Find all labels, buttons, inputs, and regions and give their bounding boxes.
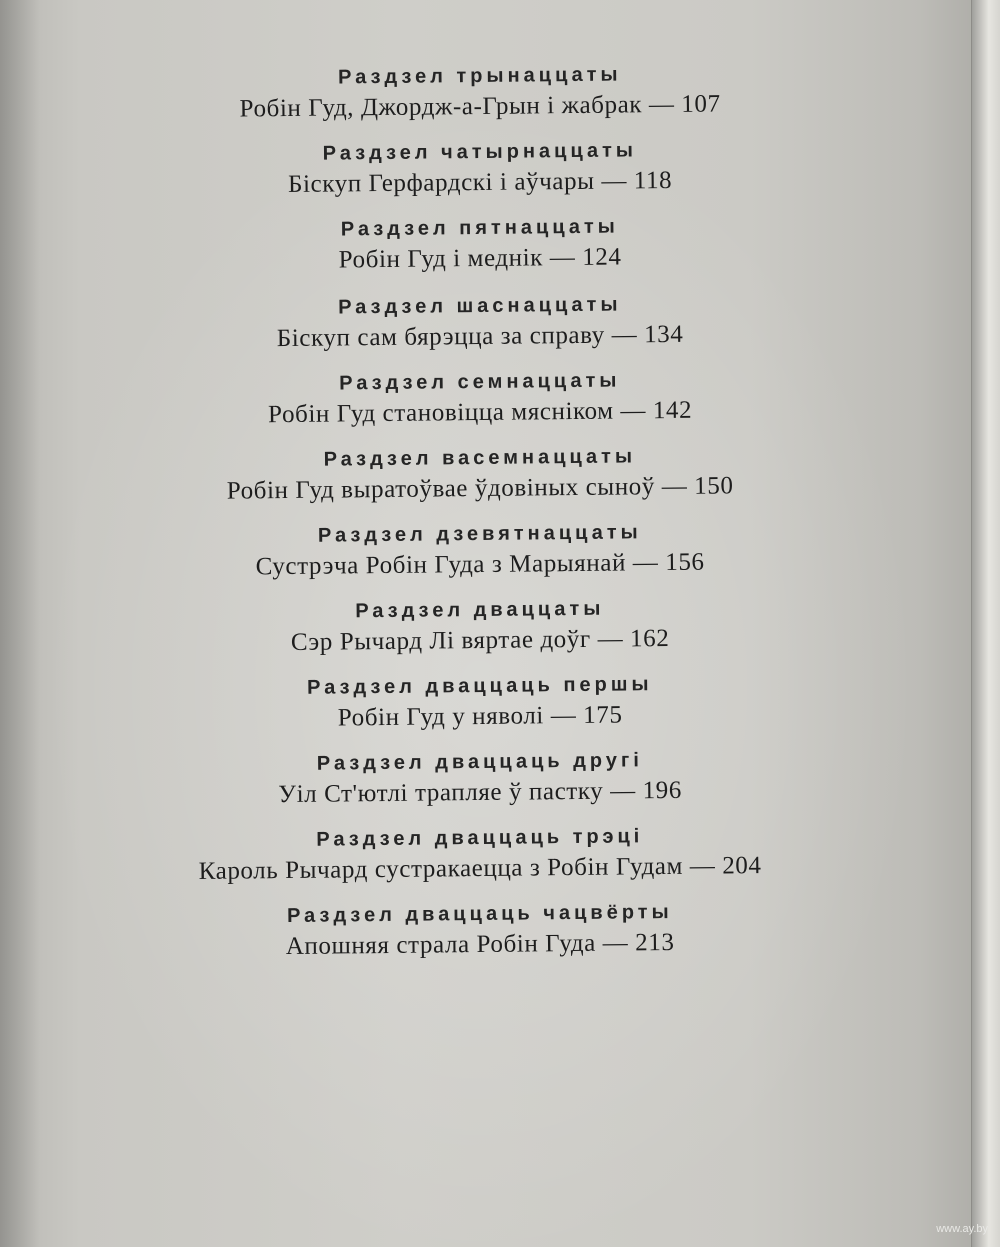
toc-entry — [100, 820, 861, 890]
section-heading: Раздзел пятнаццаты — [340, 215, 619, 241]
chapter-title: Робін Гуд і меднік — 124 — [338, 243, 622, 274]
section-heading: Раздзел трынаццаты — [337, 63, 622, 89]
section-heading: Раздзел семнаццаты — [339, 369, 621, 395]
section-heading: Раздзел дваццаць чацвёрты — [286, 900, 673, 928]
chapter-title: Сэр Рычард Лі вяртае доўг — 162 — [290, 625, 670, 656]
chapter-title: Робін Гуд становіцца мясніком — 142 — [267, 396, 693, 429]
chapter-title: Робін Гуд у няволі — 175 — [337, 701, 623, 732]
toc-entry — [100, 440, 861, 510]
toc-entry — [100, 896, 861, 966]
section-heading: Раздзел дваццаць першы — [306, 673, 653, 699]
adjacent-page-edge — [971, 0, 1000, 1247]
table-of-contents — [100, 62, 860, 976]
section-heading: Раздзел дзевятнаццаты — [317, 521, 642, 547]
watermark: www.ay.by — [936, 1223, 988, 1235]
section-heading: Раздзел шаснаццаты — [338, 293, 622, 319]
section-heading: Раздзел чатырнаццаты — [322, 139, 638, 165]
toc-entry — [100, 134, 861, 204]
chapter-title: Робін Гуд выратоўвае ўдовіных сыноў — 150 — [226, 472, 734, 505]
chapter-title: Апошняя страла Робін Гуда — 213 — [285, 928, 675, 961]
toc-entry — [100, 592, 861, 662]
toc-entry — [100, 516, 861, 586]
chapter-title: Робін Гуд, Джордж-а-Грын і жабрак — 107 — [239, 90, 721, 123]
chapter-title: Уіл Ст'ютлі трапляе ў пастку — 196 — [278, 776, 683, 809]
chapter-title: Кароль Рычард сустракаецца з Робін Гудам — 204 — [198, 852, 762, 885]
toc-entry — [100, 210, 861, 280]
section-heading: Раздзел дваццаць другі — [316, 749, 643, 775]
chapter-title: Біскуп Герфардскі і аўчары — 118 — [287, 166, 673, 199]
section-heading: Раздзел дваццаць трэці — [316, 825, 644, 851]
section-heading: Раздзел васемнаццаты — [323, 445, 637, 471]
toc-entry — [100, 744, 861, 814]
toc-entry — [100, 668, 861, 738]
toc-entry — [100, 364, 861, 434]
chapter-title: Сустрэча Робін Гуда з Марыянай — 156 — [255, 548, 705, 581]
toc-entry — [100, 288, 861, 358]
toc-entry — [100, 58, 861, 128]
page-shadow — [0, 0, 40, 1247]
section-heading: Раздзел дваццаты — [355, 597, 605, 623]
chapter-title: Біскуп сам бярэцца за справу — 134 — [276, 320, 684, 353]
